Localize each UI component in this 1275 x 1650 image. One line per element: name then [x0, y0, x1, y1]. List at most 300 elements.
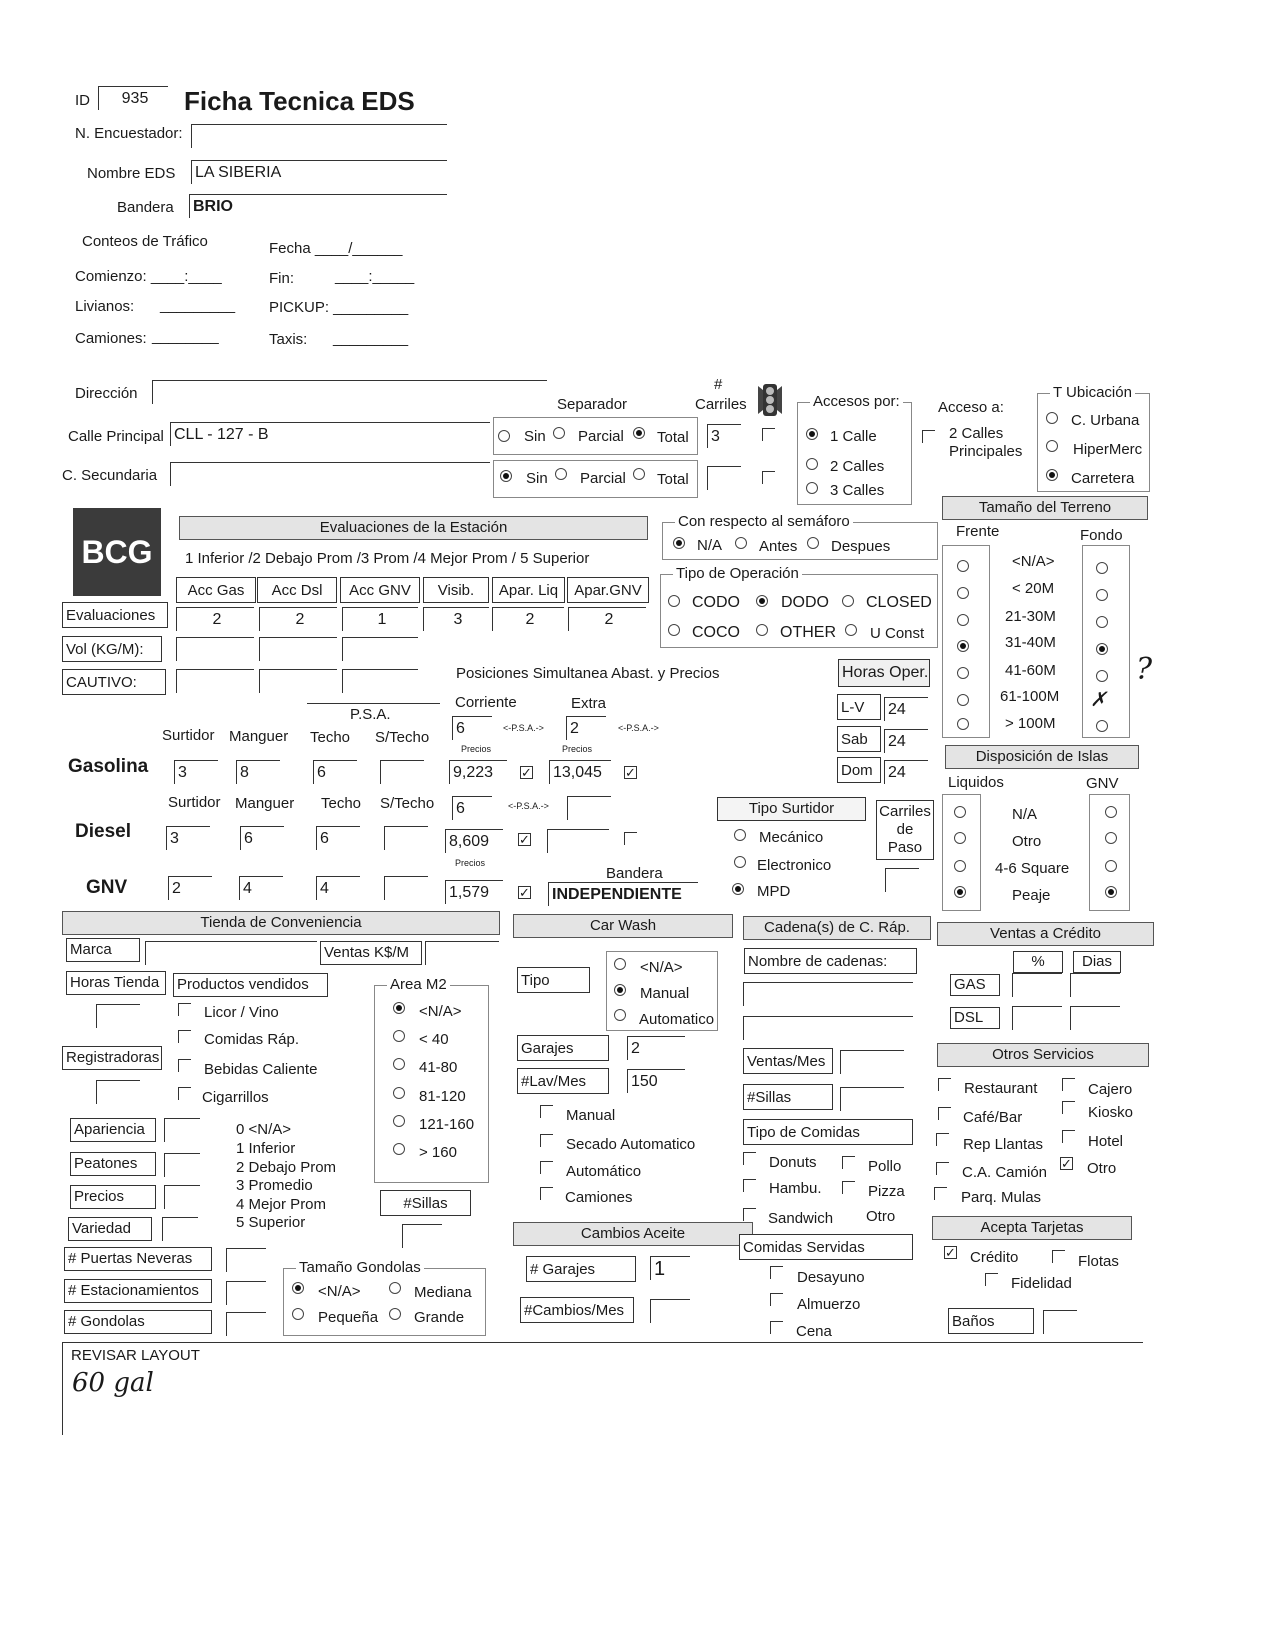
- taxis-line[interactable]: _________: [333, 330, 409, 347]
- carwash-manual-label: Manual: [640, 985, 690, 1002]
- cw-camiones-label: Camiones: [565, 1189, 633, 1206]
- cadena-ventas-label: Ventas/Mes: [743, 1048, 833, 1074]
- fin-line[interactable]: ____:_____: [335, 268, 415, 285]
- cambios-field[interactable]: [650, 1299, 690, 1323]
- gnv-checkbox[interactable]: ✓: [519, 885, 530, 900]
- corriente-psa-field[interactable]: 6: [452, 716, 492, 740]
- garajes-label: Garajes: [517, 1035, 609, 1061]
- bebidas-checkbox[interactable]: [178, 1059, 191, 1072]
- dsl-surtidor-field[interactable]: 3: [166, 826, 210, 850]
- fondo-na-radio[interactable]: [1096, 562, 1108, 574]
- horas-oper-header: Horas Oper.: [838, 659, 930, 687]
- surtidor-mpd-radio[interactable]: [732, 883, 744, 895]
- eval-apar-gnv-field[interactable]: 2: [568, 607, 646, 631]
- pollo-checkbox[interactable]: [842, 1156, 855, 1169]
- tipo-op-title: Tipo de Operación: [673, 565, 802, 582]
- islas-liq-square-radio[interactable]: [954, 860, 966, 872]
- direccion-field[interactable]: [152, 380, 547, 404]
- gnv-techo-field[interactable]: 4: [316, 876, 360, 900]
- row-cautivo: CAUTIVO:: [62, 669, 166, 695]
- op-other-radio[interactable]: [756, 624, 768, 636]
- cw-secado-checkbox[interactable]: [540, 1134, 553, 1147]
- scale-1: 1 Inferior: [236, 1140, 296, 1157]
- productos-label: Productos vendidos: [173, 973, 328, 997]
- area-opt-81-120: 81-120: [419, 1088, 466, 1105]
- op-dodo-radio[interactable]: [756, 595, 768, 607]
- op-uconst-radio[interactable]: [845, 624, 857, 636]
- op-closed-radio[interactable]: [842, 595, 854, 607]
- bandera-field[interactable]: BRIO: [189, 194, 447, 218]
- id-field[interactable]: 935: [98, 86, 168, 110]
- fidelidad-checkbox[interactable]: [985, 1273, 998, 1286]
- bebidas-label: Bebidas Caliente: [204, 1061, 318, 1078]
- accesos-title: Accesos por:: [810, 393, 903, 410]
- terreno-opt-21-30: 21-30M: [1005, 608, 1056, 625]
- psa-small-3: <-P.S.A.->: [508, 801, 549, 811]
- area-40-radio[interactable]: [393, 1030, 405, 1042]
- islas-gnv-na-radio[interactable]: [1105, 806, 1117, 818]
- fin-label: Fin:: [269, 270, 295, 287]
- cautivo-dsl-field[interactable]: [259, 669, 337, 693]
- col-acc-gas: Acc Gas: [176, 577, 256, 603]
- gnv-manguer-field[interactable]: 4: [239, 876, 283, 900]
- sep-principal-total-radio[interactable]: [633, 427, 645, 439]
- manguer-label: Manguer: [229, 728, 289, 745]
- puertas-label: # Puertas Neveras: [64, 1247, 212, 1271]
- frente-20m-radio[interactable]: [957, 587, 969, 599]
- vol-dsl-field[interactable]: [259, 637, 337, 661]
- urbana-label: C. Urbana: [1071, 412, 1140, 429]
- hotel-checkbox[interactable]: [1062, 1130, 1075, 1143]
- cw-camiones-checkbox[interactable]: [540, 1187, 553, 1200]
- diesel-techo-label: Techo: [321, 795, 362, 812]
- acceso-1-calle-radio[interactable]: [806, 428, 818, 440]
- carriles-paso-field[interactable]: [885, 868, 919, 892]
- gasolina-label: Gasolina: [68, 756, 149, 777]
- carwash-tipo-label: Tipo: [517, 967, 590, 993]
- livianos-label: Livianos:: [75, 298, 135, 315]
- islas-gnv-square-radio[interactable]: [1105, 860, 1117, 872]
- sep-secundaria-total-radio[interactable]: [633, 468, 645, 480]
- separador-label: Separador: [557, 396, 628, 413]
- horas-tienda-label: Horas Tienda: [66, 971, 166, 995]
- uconst-label: U Const: [870, 625, 925, 642]
- marca-field[interactable]: [145, 941, 317, 965]
- cw-auto-checkbox[interactable]: [540, 1161, 553, 1174]
- fondo-crossed-mark: ✗: [1090, 687, 1107, 711]
- credito-dias-label: Dias: [1073, 951, 1121, 973]
- cadena-sillas-field[interactable]: [840, 1087, 904, 1111]
- cadena-ventas-field[interactable]: [840, 1050, 904, 1074]
- row-evaluaciones: Evaluaciones: [62, 602, 168, 628]
- carwash-na-radio[interactable]: [614, 958, 626, 970]
- terreno-opt-100: > 100M: [1005, 715, 1056, 732]
- gnv-surtidor-field[interactable]: 2: [168, 876, 212, 900]
- fondo-21-30m-radio[interactable]: [1096, 616, 1108, 628]
- sep-secundaria-parcial-radio[interactable]: [555, 468, 567, 480]
- gas-surtidor-field[interactable]: 3: [174, 760, 218, 784]
- fondo-20m-radio[interactable]: [1096, 589, 1108, 601]
- puertas-field[interactable]: [226, 1248, 266, 1272]
- nombre-cadenas-label: Nombre de cadenas:: [744, 948, 917, 974]
- almuerzo-checkbox[interactable]: [770, 1293, 783, 1306]
- carriles-label: Carriles: [695, 396, 747, 413]
- calle-principal-field[interactable]: CLL - 127 - B: [170, 422, 490, 446]
- scale-2: 2 Debajo Prom: [236, 1159, 337, 1176]
- comienzo-label[interactable]: Comienzo: ____:____: [75, 268, 222, 285]
- frente-31-40m-radio[interactable]: [957, 640, 969, 652]
- techo-label: Techo: [310, 729, 351, 746]
- gas-stecho-field[interactable]: [380, 760, 424, 784]
- cigarrillos-label: Cigarrillos: [202, 1089, 269, 1106]
- area-opt-121-160: 121-160: [419, 1116, 475, 1133]
- eval-apar-liq-field[interactable]: 2: [492, 607, 564, 631]
- codo-label: CODO: [692, 594, 740, 611]
- eval-acc-gnv-field[interactable]: 1: [342, 607, 418, 631]
- islas-liq-peaje-radio[interactable]: [954, 886, 966, 898]
- area-160-radio[interactable]: [393, 1143, 405, 1155]
- corriente-precio-field[interactable]: 9,223: [449, 760, 507, 784]
- semaforo-despues-radio[interactable]: [807, 537, 819, 549]
- question-note: ?: [1136, 652, 1153, 687]
- horas-sab-field[interactable]: 24: [884, 729, 928, 753]
- dsl-precio-field[interactable]: 8,609: [445, 829, 503, 853]
- variedad-field[interactable]: [162, 1217, 198, 1241]
- row-vol: Vol (KG/M):: [62, 636, 162, 662]
- sep-principal-sin-radio[interactable]: [498, 430, 510, 442]
- fondo-31-40m-radio[interactable]: [1096, 643, 1108, 655]
- terreno-opt-41-60: 41-60M: [1005, 662, 1056, 679]
- frente-100m-radio[interactable]: [957, 718, 969, 730]
- acceso-2-calles-radio[interactable]: [806, 458, 818, 470]
- camiones-line[interactable]: ________: [152, 328, 219, 345]
- apariencia-field[interactable]: [164, 1118, 200, 1142]
- acceso-a-label: Acceso a:: [938, 399, 1004, 416]
- cadena-header: Cadena(s) de C. Ráp.: [743, 916, 931, 940]
- lav-field[interactable]: 150: [627, 1069, 685, 1093]
- precios-label-3: Precios: [455, 858, 486, 868]
- dsl-checkbox[interactable]: ✓: [519, 832, 530, 847]
- registradoras-label: Registradoras: [62, 1046, 162, 1070]
- frente-na-radio[interactable]: [957, 560, 969, 572]
- area-81-120-radio[interactable]: [393, 1087, 405, 1099]
- terreno-opt-61-100: 61-100M: [1000, 688, 1060, 705]
- diesel-label: Diesel: [75, 821, 131, 842]
- semaforo-na-label: N/A: [697, 537, 723, 554]
- parq-mulas-checkbox[interactable]: [934, 1187, 947, 1200]
- carriles-secundaria-field[interactable]: [707, 466, 741, 490]
- gnv-precio-field[interactable]: 1,579: [445, 880, 503, 904]
- dsl-manguer-field[interactable]: 6: [240, 826, 284, 850]
- col-apar-gnv: Apar.GNV: [567, 577, 649, 603]
- semaforo-antes-radio[interactable]: [735, 537, 747, 549]
- hambu-label: Hambu.: [769, 1180, 822, 1197]
- ca-camion-checkbox[interactable]: [936, 1162, 949, 1175]
- garajes-field[interactable]: 2: [627, 1036, 685, 1060]
- precios-label-2: Precios: [562, 744, 593, 754]
- extra-psa-field[interactable]: 2: [566, 716, 606, 740]
- semaforo-title: Con respecto al semáforo: [675, 513, 853, 530]
- diesel-psa-extra-field[interactable]: [567, 796, 611, 820]
- secundaria-field[interactable]: [170, 462, 490, 486]
- semaforo-principal-checkbox[interactable]: [762, 428, 775, 441]
- tienda-sillas-field[interactable]: [402, 1224, 442, 1248]
- frente-41-60m-radio[interactable]: [957, 667, 969, 679]
- cena-checkbox[interactable]: [770, 1321, 783, 1334]
- rep-llantas-label: Rep Llantas: [963, 1136, 1044, 1153]
- pizza-checkbox[interactable]: [842, 1181, 855, 1194]
- diesel-manguer-label: Manguer: [235, 795, 295, 812]
- carriles-principal-field[interactable]: 3: [707, 424, 741, 448]
- area-opt-41-80: 41-80: [419, 1059, 458, 1076]
- diesel-stecho-label: S/Techo: [380, 795, 435, 812]
- gas-manguer-field[interactable]: 8: [236, 760, 280, 784]
- calle-principal-label: Calle Principal: [68, 428, 164, 445]
- flotas-checkbox[interactable]: [1052, 1250, 1065, 1263]
- gondola-na-radio[interactable]: [292, 1282, 304, 1294]
- dsl-techo-field[interactable]: 6: [316, 826, 360, 850]
- restaurant-checkbox[interactable]: [938, 1078, 951, 1091]
- rep-llantas-checkbox[interactable]: [936, 1133, 949, 1146]
- sandwich-checkbox[interactable]: [743, 1208, 756, 1221]
- ubic-urbana-radio[interactable]: [1046, 412, 1058, 424]
- corriente-checkbox[interactable]: ✓: [521, 765, 532, 780]
- terreno-opt-31-40: 31-40M: [1005, 634, 1056, 651]
- vol-gnv-field[interactable]: [342, 637, 418, 661]
- aceite-garajes-field[interactable]: 1: [650, 1256, 690, 1280]
- gondolas-label: # Gondolas: [64, 1310, 212, 1334]
- diesel-psa-field[interactable]: 6: [452, 796, 492, 820]
- frente-label: Frente: [956, 523, 1000, 540]
- peatones-field[interactable]: [164, 1153, 200, 1177]
- electronico-label: Electronico: [757, 857, 832, 874]
- semaforo-antes-label: Antes: [759, 538, 798, 555]
- frente-21-30m-radio[interactable]: [957, 614, 969, 626]
- otro-servicio-checkbox[interactable]: ✓: [1061, 1156, 1072, 1171]
- dsl-stecho-field[interactable]: [384, 826, 428, 850]
- camiones-label: Camiones:: [75, 330, 147, 347]
- encuestador-label: N. Encuestador:: [75, 125, 183, 142]
- kiosko-checkbox[interactable]: [1062, 1101, 1075, 1114]
- col-apar-liq: Apar. Liq: [492, 577, 565, 603]
- dodo-label: DODO: [781, 594, 829, 611]
- carretera-label: Carretera: [1071, 470, 1135, 487]
- credito-tarjeta-label: Crédito: [970, 1249, 1019, 1266]
- diesel-surtidor-label: Surtidor: [168, 794, 221, 811]
- eval-header: Evaluaciones de la Estación: [179, 516, 648, 540]
- scale-3: 3 Promedio: [236, 1177, 313, 1194]
- taxis-label: Taxis:: [269, 331, 308, 348]
- islas-opt-na: N/A: [1012, 806, 1038, 823]
- carwash-manual-radio[interactable]: [614, 984, 626, 996]
- nombre-cadenas-field-1[interactable]: [743, 982, 913, 1006]
- frente-61-100m-radio[interactable]: [957, 694, 969, 706]
- nombre-label: Nombre EDS: [87, 165, 176, 182]
- licor-checkbox[interactable]: [178, 1003, 191, 1016]
- credito-pct-label: %: [1013, 951, 1063, 973]
- calle1-label: 1 Calle: [830, 428, 877, 445]
- acceso-principales-checkbox[interactable]: [922, 430, 935, 443]
- area-121-160-radio[interactable]: [393, 1115, 405, 1127]
- extra-checkbox[interactable]: ✓: [625, 765, 636, 780]
- fondo-100m-radio[interactable]: [1096, 720, 1108, 732]
- carwash-header: Car Wash: [513, 914, 733, 938]
- lav-label: #Lav/Mes: [517, 1068, 609, 1094]
- acceso-3-calles-radio[interactable]: [806, 482, 818, 494]
- surtidor-electronico-radio[interactable]: [734, 856, 746, 868]
- calle3-label: 3 Calles: [830, 482, 885, 499]
- sep-secundaria-sin-radio[interactable]: [500, 470, 512, 482]
- psa-small-2: <-P.S.A.->: [618, 723, 659, 733]
- fecha-label[interactable]: Fecha ____/______: [269, 240, 403, 257]
- horas-dom-field[interactable]: 24: [884, 760, 928, 784]
- donuts-checkbox[interactable]: [743, 1152, 756, 1165]
- tam-gondolas-title: Tamaño Gondolas: [296, 1259, 424, 1276]
- fondo-41-60m-radio[interactable]: [1096, 670, 1108, 682]
- eval-acc-dsl-field[interactable]: 2: [259, 607, 337, 631]
- pickup-label[interactable]: PICKUP: _________: [269, 299, 409, 316]
- aceite-header: Cambios Aceite: [513, 1222, 753, 1246]
- credito-tarjeta-checkbox[interactable]: ✓: [945, 1245, 956, 1260]
- horas-tienda-field[interactable]: [96, 1004, 140, 1028]
- area-title: Area M2: [387, 976, 450, 993]
- sep-sin-label: Sin: [524, 428, 546, 445]
- credito-gas-dias-field[interactable]: [1070, 973, 1120, 997]
- gondola-mediana-label: Mediana: [414, 1284, 472, 1301]
- desayuno-checkbox[interactable]: [770, 1266, 783, 1279]
- registradoras-field[interactable]: [96, 1080, 140, 1104]
- estacionamientos-label: # Estacionamientos: [64, 1279, 212, 1303]
- carwash-auto-label: Automatico: [639, 1011, 715, 1028]
- horas-lv-field[interactable]: 24: [884, 697, 928, 721]
- principales-label: Principales: [949, 443, 1023, 460]
- ubic-hiper-radio[interactable]: [1046, 440, 1058, 452]
- terreno-opt-20: < 20M: [1012, 580, 1055, 597]
- area-na-radio[interactable]: [393, 1002, 405, 1014]
- ubic-carretera-radio[interactable]: [1046, 469, 1058, 481]
- terreno-header: Tamaño del Terreno: [942, 496, 1148, 520]
- cw-manual-checkbox[interactable]: [540, 1105, 553, 1118]
- eval-visib-field[interactable]: 3: [423, 607, 489, 631]
- bandera-label: Bandera: [117, 199, 174, 216]
- islas-gnv-otro-radio[interactable]: [1105, 832, 1117, 844]
- area-41-80-radio[interactable]: [393, 1058, 405, 1070]
- estacionamientos-field[interactable]: [226, 1281, 266, 1305]
- gnv-stecho-field[interactable]: [384, 876, 428, 900]
- gondola-grande-radio[interactable]: [389, 1308, 401, 1320]
- secundaria-label: C. Secundaria: [62, 467, 158, 484]
- comidas-checkbox[interactable]: [178, 1030, 191, 1043]
- horas-lv-label: L-V: [837, 694, 881, 720]
- dsl-extra-checkbox[interactable]: [624, 832, 637, 845]
- gondola-pequena-radio[interactable]: [292, 1308, 304, 1320]
- eval-acc-gas-field[interactable]: 2: [176, 607, 254, 631]
- credito-dsl-dias-field[interactable]: [1070, 1006, 1120, 1030]
- precios-field[interactable]: [164, 1185, 200, 1209]
- handwritten-note: 60 gal: [72, 1368, 154, 1398]
- hotel-label: Hotel: [1088, 1133, 1124, 1150]
- fondo-label: Fondo: [1080, 527, 1123, 544]
- dsl-precio-extra-field[interactable]: [547, 829, 609, 853]
- fuel-bandera-field[interactable]: INDEPENDIENTE: [548, 882, 698, 906]
- livianos-line[interactable]: _________: [160, 297, 236, 314]
- cautivo-gas-field[interactable]: [176, 669, 254, 693]
- horas-sab-label: Sab: [837, 726, 881, 752]
- op-codo-radio[interactable]: [668, 595, 680, 607]
- calle2-label: 2 Calles: [830, 458, 885, 475]
- cigarrillos-checkbox[interactable]: [178, 1087, 191, 1100]
- op-coco-radio[interactable]: [668, 624, 680, 636]
- col-visib: Visib.: [423, 577, 489, 603]
- ubicacion-title: T Ubicación: [1050, 384, 1135, 401]
- vol-gas-field[interactable]: [176, 637, 254, 661]
- islas-gnv-peaje-radio[interactable]: [1105, 886, 1117, 898]
- hambu-checkbox[interactable]: [743, 1179, 756, 1192]
- apariencia-label: Apariencia: [70, 1118, 156, 1142]
- ventas-field[interactable]: [425, 941, 499, 965]
- cajero-label: Cajero: [1088, 1081, 1133, 1098]
- peatones-label: Peatones: [70, 1152, 156, 1176]
- gnv-label: GNV: [86, 877, 128, 898]
- surtidor-mecanico-radio[interactable]: [734, 829, 746, 841]
- area-opt-na: <N/A>: [419, 1003, 462, 1020]
- marca-label: Marca: [66, 938, 140, 962]
- islas-gnv-label: GNV: [1086, 775, 1119, 792]
- islas-opt-square: 4-6 Square: [995, 860, 1070, 877]
- credito-dsl-label: DSL: [950, 1007, 1000, 1029]
- liquidos-label: Liquidos: [948, 774, 1004, 791]
- extra-precio-field[interactable]: 13,045: [549, 760, 611, 784]
- cajero-checkbox[interactable]: [1062, 1078, 1075, 1091]
- stecho-label: S/Techo: [375, 729, 430, 746]
- encuestador-field[interactable]: [191, 124, 447, 148]
- nombre-field[interactable]: LA SIBERIA: [191, 160, 447, 184]
- almuerzo-label: Almuerzo: [797, 1296, 861, 1313]
- semaforo-na-radio[interactable]: [673, 537, 685, 549]
- hiper-label: HiperMerc: [1073, 441, 1143, 458]
- ca-camion-label: C.A. Camión: [962, 1164, 1048, 1181]
- terreno-opt-na: <N/A>: [1012, 553, 1055, 570]
- nombre-cadenas-field-2[interactable]: [743, 1016, 913, 1040]
- fidelidad-label: Fidelidad: [1011, 1275, 1072, 1292]
- gas-techo-field[interactable]: 6: [313, 760, 357, 784]
- gondola-mediana-radio[interactable]: [389, 1282, 401, 1294]
- banos-field[interactable]: [1043, 1310, 1077, 1334]
- credito-gas-pct-field[interactable]: [1012, 973, 1062, 997]
- scale-4: 4 Mejor Prom: [236, 1196, 327, 1213]
- sep-principal-parcial-radio[interactable]: [553, 427, 565, 439]
- semaforo-secundaria-checkbox[interactable]: [762, 471, 775, 484]
- islas-liq-otro-radio[interactable]: [954, 832, 966, 844]
- credito-header: Ventas a Crédito: [937, 922, 1154, 946]
- tienda-sillas-label: #Sillas: [380, 1190, 471, 1216]
- precios-label: Precios: [70, 1185, 156, 1209]
- psa-bracket: [307, 703, 440, 704]
- credito-dsl-pct-field[interactable]: [1012, 1006, 1062, 1030]
- cautivo-gnv-field[interactable]: [342, 669, 418, 693]
- gondola-grande-label: Grande: [414, 1309, 465, 1326]
- mecanico-label: Mecánico: [759, 829, 824, 846]
- dos-calles-label: 2 Calles: [949, 425, 1004, 442]
- psa-label: P.S.A.: [350, 706, 391, 723]
- carwash-auto-radio[interactable]: [614, 1009, 626, 1021]
- notes-box[interactable]: [62, 1342, 1143, 1435]
- precios-label-1: Precios: [461, 744, 492, 754]
- islas-liq-na-radio[interactable]: [954, 806, 966, 818]
- cafe-checkbox[interactable]: [938, 1107, 951, 1120]
- cena-label: Cena: [796, 1323, 832, 1340]
- gondolas-field[interactable]: [226, 1312, 266, 1336]
